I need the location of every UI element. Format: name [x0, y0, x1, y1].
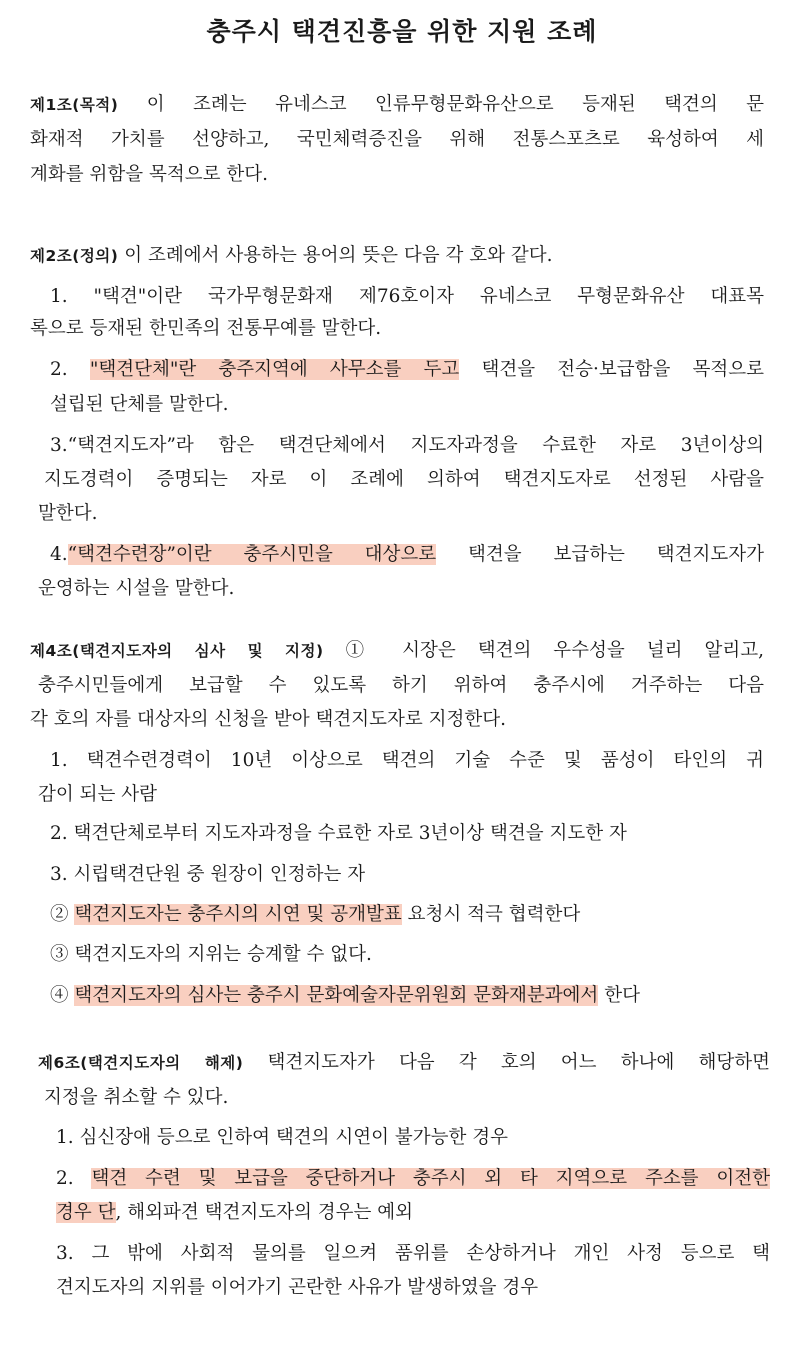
document-title: 충주시 택견진흥을 위한 지원 조례: [206, 17, 598, 46]
item-number: 2.: [50, 359, 90, 380]
article-6-item-3-line-2: 견지도자의 지위를 이어가기 곤란한 사유가 발생하였을 경우: [56, 1277, 539, 1298]
article-4-item-3: 3. 시립택견단원 중 원장이 인정하는 자: [50, 864, 366, 885]
article-6-line-2: 지정을 취소할 수 있다.: [44, 1087, 229, 1108]
para-number: ④: [50, 985, 75, 1006]
article-2-item-2-line-2: 설립된 단체를 말한다.: [50, 394, 229, 415]
article-6-item-1: 1. 심신장애 등으로 인하여 택견의 시연이 불가능한 경우: [56, 1127, 508, 1148]
article-4-para-2: [50, 900, 580, 930]
article-4-para-3: ③ 택견지도자의 지위는 승계할 수 없다.: [50, 944, 372, 965]
article-4-item-1-line-2: 감이 되는 사람: [38, 784, 157, 805]
article-1-text: 이 조례는 유네스코 인류무형문화유산으로 등재된 택견의 문: [146, 94, 765, 115]
highlight: "택견단체"란 충주지역에 사무소를 두고: [89, 359, 460, 380]
item-number: 4.: [50, 544, 68, 565]
article-6-intro-text: 택견지도자가 다음 각 호의 어느 하나에 해당하면: [267, 1052, 770, 1073]
article-2-item-3-line-2: 지도경력이 증명되는 자로 이 조례에 의하여 택견지도자로 선정된 사람을: [44, 469, 764, 490]
article-1-heading: 제1조(목적): [30, 96, 119, 114]
article-2-item-3-line-3: 말한다.: [38, 503, 98, 524]
para-number: ②: [50, 904, 75, 925]
article-6-item-3-line-1: 3. 그 밖에 사회적 물의를 일으켜 품위를 손상하거나 개인 사정 등으로 택: [56, 1243, 770, 1264]
article-1-line-1: [30, 90, 764, 120]
article-1-line-2: 화재적 가치를 선양하고, 국민체력증진을 위해 전통스포츠로 육성하여 세: [30, 129, 764, 150]
article-1-line-3: 계화를 위함을 목적으로 한다.: [30, 164, 268, 185]
item-text: 택견을 보급하는 택견지도자가: [436, 544, 764, 565]
article-2-item-2-line-1: [50, 355, 764, 385]
article-6-item-2-line-1: [56, 1164, 770, 1194]
highlight: 경우 단: [56, 1202, 116, 1223]
article-6-item-2-line-2: [56, 1198, 413, 1228]
article-4-line-1: [30, 636, 764, 666]
article-4-para-1-text: ① 시장은 택견의 우수성을 널리 알리고,: [345, 640, 764, 661]
article-4-item-1-line-1: 1. 택견수련경력이 10년 이상으로 택견의 기술 수준 및 품성이 타인의 귀: [50, 750, 764, 771]
article-6-heading: 제6조(택견지도자의 해제): [38, 1054, 244, 1072]
article-2-item-4-line-1: [50, 540, 764, 570]
para-text: 한다: [598, 985, 640, 1006]
item-text: , 해외파견 택견지도자의 경우는 예외: [115, 1202, 413, 1223]
highlight: 택견지도자는 충주시의 시연 및 공개발표: [74, 904, 402, 925]
article-2-intro-text: 이 조례에서 사용하는 용어의 뜻은 다음 각 호와 같다.: [124, 245, 553, 266]
article-2-intro: [30, 241, 552, 271]
item-text: 택견을 전승·보급함을 목적으로: [459, 359, 764, 380]
article-2-item-4-line-2: 운영하는 시설을 말한다.: [38, 578, 235, 599]
article-4-line-3: 각 호의 자를 대상자의 신청을 받아 택견지도자로 지정한다.: [30, 709, 506, 730]
highlight: 택견 수련 및 보급을 중단하거나 충주시 외 타 지역으로 주소를 이전한: [91, 1168, 770, 1189]
article-2-item-1-line-2: 록으로 등재된 한민족의 전통무예를 말한다.: [30, 318, 382, 339]
article-6-line-1: [38, 1048, 770, 1078]
article-4-item-2: 2. 택견단체로부터 지도자과정을 수료한 자로 3년이상 택견을 지도한 자: [50, 823, 627, 844]
para-text: 요청시 적극 협력한다: [401, 904, 581, 925]
article-2-heading: 제2조(정의): [30, 247, 119, 265]
article-2-item-3-line-1: 3.“택견지도자”라 함은 택견단체에서 지도자과정을 수료한 자로 3년이상의: [50, 435, 764, 456]
article-4-heading: 제4조(택견지도자의 심사 및 지정): [30, 642, 324, 660]
article-2-item-1-line-1: 1. "택견"이란 국가무형문화재 제76호이자 유네스코 무형문화유산 대표목: [50, 286, 764, 307]
article-4-para-4: [50, 981, 640, 1011]
highlight: 택견지도자의 심사는 충주시 문화예술자문위원회 문화재분과에서: [74, 985, 599, 1006]
highlight: “택견수련장”이란 충주시민을 대상으로: [67, 544, 437, 565]
item-number: 2.: [56, 1168, 92, 1189]
article-4-line-2: 충주시민들에게 보급할 수 있도록 하기 위하여 충주시에 거주하는 다음: [38, 675, 764, 696]
